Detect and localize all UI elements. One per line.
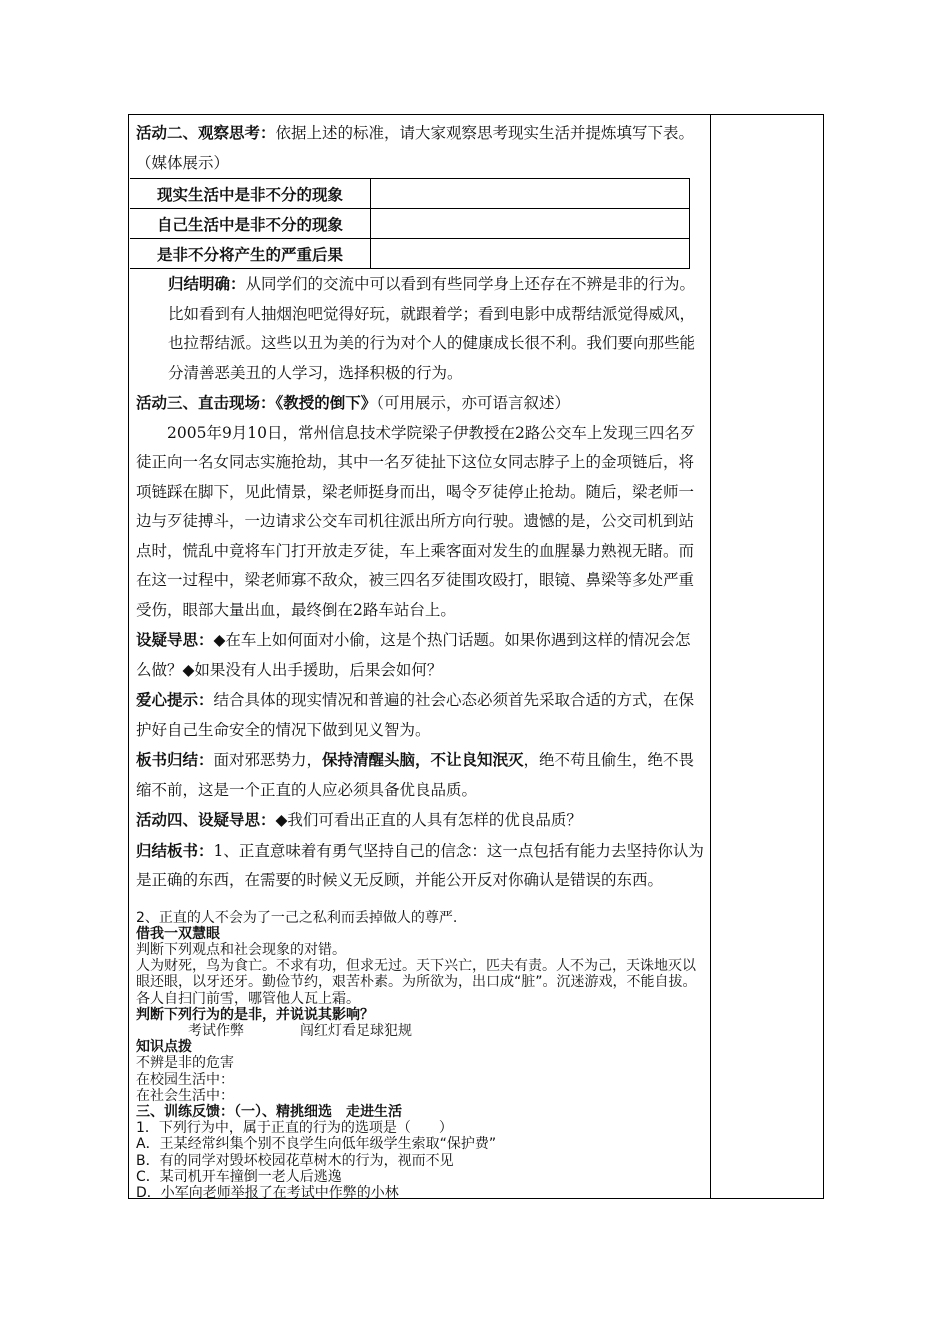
table-row-value[interactable] (371, 239, 690, 269)
training-option: B．有的同学对毁坏校园花草树木的行为，视而不见 (136, 1152, 454, 1169)
activity2-text: 依据上述的标准，请大家观察思考现实生活并提炼填写下表。（媒体展示） (136, 124, 695, 172)
table-row (130, 179, 690, 209)
knowledge-line: 在社会生活中： (136, 1087, 234, 1104)
activity3-title: 《教授的倒下》 (275, 393, 377, 412)
board2-text: 1、正直意味着有勇气坚持自己的信念：这一点包括有能力去坚持你认为是正确的东西，在需要的时候义无反顾，并能公开反对你确认是错误的东西。 (136, 841, 704, 889)
eyes-instruction: 判断下列观点和社会现象的对错。 (136, 941, 346, 958)
training-option: A．王某经常纠集个别不良学生向低年级学生索取“保护费” (136, 1136, 497, 1153)
observation-table (130, 178, 690, 269)
judge-act: 考试作弊 (188, 1022, 244, 1039)
board1-post: ，绝不苟且偷生，绝不畏缩不前，这是一个正直的人应必须具备优良品质。 (136, 751, 695, 799)
board1-label: 板书归结： (136, 750, 214, 769)
table-row-label: 现实生活中是非不分的现象 (130, 179, 371, 209)
story-paragraph: 2005年9月10日，常州信息技术学院梁子伊教授在2路公交车上发现三四名歹徒正向一名女同志实施抢劫，其中一名歹徒扯下这位女同志脖子上的金项链后，将项链踩在脚下，见此情景，梁老师挺身而出，喝令歹徒停止抢劫。随后，梁老师一边与歹徒搏斗，一边请求公交车司机往派出所方向行驶。遗憾的是，公交司机到站点时，慌乱中竟将车门打开放走歹徒，车上乘客面对发生的血腥暴力熟视无睹。而在这一过程中，梁老师寡不敌众，被三四名歹徒围攻殴打，眼镜、鼻梁等多处严重受伤，眼部大量出血，最终倒在2路车站台上。 (136, 423, 696, 619)
board2-label: 归结板书： (136, 840, 214, 860)
board2-paragraph (136, 836, 704, 896)
judge-acts (136, 1023, 704, 1039)
table-row-label: 是非不分将产生的严重后果 (130, 239, 371, 269)
summary1-label: 归结明确： (168, 274, 246, 293)
love-tip-text: 结合具体的现实情况和普遍的社会心态必须首先采取合适的方式，在保护好自己生命安全的情况下做到见义智为。 (136, 691, 695, 739)
lesson-content (136, 118, 704, 1201)
activity3-paragraph (136, 388, 704, 419)
activity2-paragraph (136, 118, 704, 178)
eyes-heading: 借我一双慧眼 (136, 925, 220, 942)
eyes-items: 人为财死，鸟为食亡。不求有功，但求无过。天下兴亡，匹夫有责。人不为己，天诛地灭以眼还眼，以牙还牙。勤俭节约，艰苦朴素。为所欲为，出口成“脏”。沉迷游戏，不能自拔。各人自扫门前雪，哪管他人瓦上霜。 (136, 958, 697, 1007)
training-question: 1．下列行为中，属于正直的行为的选项是（ ） (136, 1120, 453, 1137)
knowledge-heading: 知识点拨 (136, 1039, 192, 1056)
board1-paragraph (136, 745, 704, 805)
table-row (130, 209, 690, 239)
board1-bold: 保持清醒头脑，不让良知泯灭 (322, 750, 524, 769)
knowledge-line: 不辨是非的危害 (136, 1055, 234, 1072)
board1-pre: 面对邪恶势力， (213, 751, 323, 769)
guide1-paragraph (136, 625, 704, 685)
activity4-paragraph (136, 805, 704, 836)
love-tip-label: 爱心提示： (136, 690, 214, 709)
training-option: D．小军向老师举报了在考试中作弊的小林 (136, 1184, 399, 1201)
table-row-value[interactable] (371, 209, 690, 239)
activity2-label: 活动二、观察思考： (136, 123, 276, 142)
activity4-text: ◆我们可看出正直的人具有怎样的优良品质？ (275, 811, 582, 829)
guide1-text: ◆在车上如何面对小偷，这是个热门话题。如果你遇到这样的情况会怎么做？◆如果没有人出手援助，后果会如何？ (136, 631, 691, 679)
table-row-label: 自己生活中是非不分的现象 (130, 209, 371, 239)
notes-column-divider (710, 114, 711, 1199)
point2-text: 2、正直的人不会为了一己之私利而丢掉做人的尊严. (136, 909, 458, 926)
activity3-label: 活动三、直击现场： (136, 393, 276, 412)
guide1-label: 设疑导思： (136, 630, 214, 649)
love-tip-paragraph (136, 685, 704, 745)
summary1-paragraph (136, 269, 704, 388)
table-row (130, 239, 690, 269)
knowledge-line: 在校园生活中： (136, 1071, 234, 1088)
activity3-note: （可用展示，亦可语言叙述） (376, 394, 571, 412)
judge-heading: 判断下列行为的是非，并说说其影响？ (136, 1006, 374, 1023)
training-option: C．某司机开车撞倒一老人后逃逸 (136, 1168, 342, 1185)
activity4-label: 活动四、设疑导思： (136, 810, 276, 829)
table-row-value[interactable] (371, 179, 690, 209)
judge-act: 闯红灯看足球犯规 (300, 1022, 412, 1039)
practice-section (136, 910, 704, 1202)
training-heading: 三、训练反馈：（一）、精挑细选 走进生活 (136, 1103, 402, 1120)
summary1-text: 从同学们的交流中可以看到有些同学身上还存在不辨是非的行为。比如看到有人抽烟泡吧觉得好玩，就跟着学；看到电影中成帮结派觉得威风，也拉帮结派。这些以丑为美的行为对个人的健康成长很不利。我们要向那些能分清善恶美丑的人学习，选择积极的行为。 (168, 275, 696, 382)
